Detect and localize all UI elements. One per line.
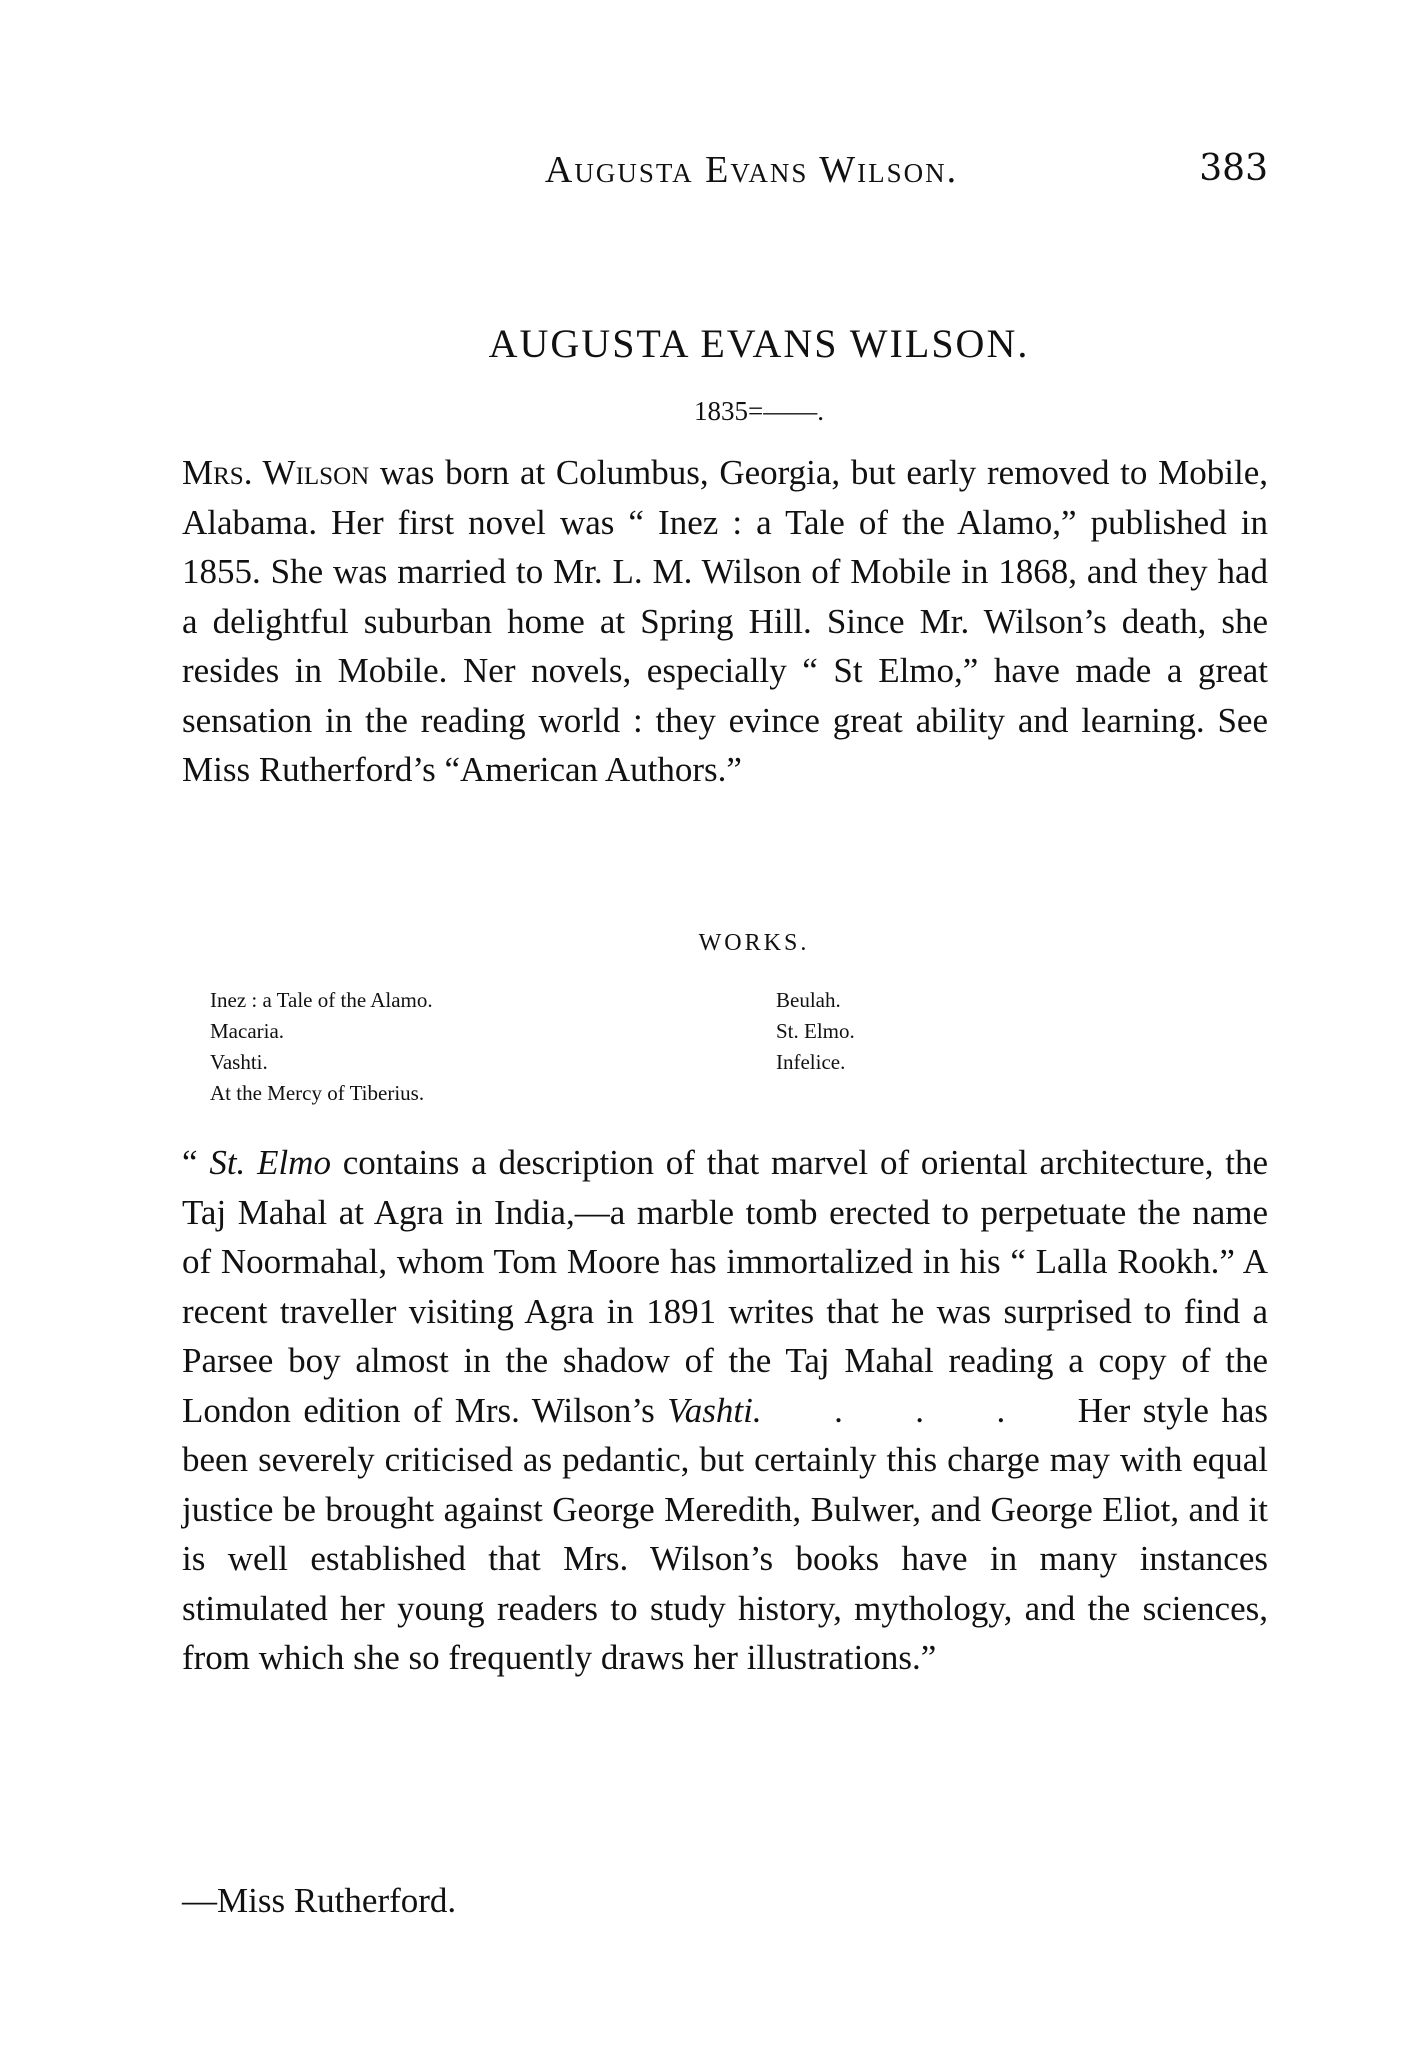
biography-paragraph xyxy=(182,448,1268,795)
quote-title-st-elmo: St. Elmo xyxy=(209,1143,331,1182)
article-title: AUGUSTA EVANS WILSON. xyxy=(488,321,1030,366)
works-heading: WORKS. xyxy=(698,930,810,956)
quote-open: “ xyxy=(182,1143,210,1182)
work-item: Macaria. xyxy=(210,1019,285,1043)
work-item: At the Mercy of Tiberius. xyxy=(210,1081,425,1105)
running-title: Augusta Evans Wilson. xyxy=(544,149,959,191)
quote-attribution: —Miss Rutherford. xyxy=(182,1881,457,1920)
work-item: Infelice. xyxy=(776,1050,846,1074)
quote-ellipsis: . . . xyxy=(761,1390,1078,1430)
works-list-right xyxy=(776,985,855,1078)
work-item: Vashti. xyxy=(210,1050,268,1074)
work-item: St. Elmo. xyxy=(776,1019,855,1043)
quote-paragraph xyxy=(182,1138,1268,1683)
quote-text-2: Her style has been severely criticised as pedantic, but certainly this charge may with equal justice be brought against George Meredith, Bulwer, and George Eliot, and it is well established that Mrs. Wilson’s books have in many instances stimulated her young readers to study history, mythology, and the sciences, from which she so frequently draws her illustrations.” xyxy=(182,1390,1268,1677)
works-list-left xyxy=(210,985,433,1109)
work-item: Beulah. xyxy=(776,988,841,1012)
biography-lead: Mrs. Wilson xyxy=(182,453,370,492)
work-item: Inez : a Tale of the Alamo. xyxy=(210,988,433,1012)
quote-title-vashti: Vashti. xyxy=(667,1390,762,1430)
running-head xyxy=(180,148,1268,208)
biography-text: was born at Columbus, Georgia, but early removed to Mobile, Alabama. Her first novel was “ Inez : a Tale of the Alamo,” published in 1855. She was married to Mr. L. M. Wilson of Mobile in 1868, and they had a delightful suburban home at Spring Hill. Since Mr. Wilson’s death, she resides in Mobile. Ner novels, especially “ St Elmo,” have made a great sensation in the reading world : they evince great ability and learning. See Miss Rutherford’s “American Authors.” xyxy=(182,453,1268,789)
life-dates: 1835=——. xyxy=(694,396,824,426)
page-number: 383 xyxy=(1199,148,1268,189)
quote-text-1: contains a description of that marvel of oriental architecture, the Taj Mahal at Agra in India,—a marble tomb erected to perpetuate the name of Noormahal, whom Tom Moore has immortalized in his “ Lalla Rookh.” A recent traveller visiting Agra in 1891 writes that he was surprised to find a Parsee boy almost in the shadow of the Taj Mahal reading a copy of the London edition of Mrs. Wilson’s xyxy=(182,1143,1268,1430)
